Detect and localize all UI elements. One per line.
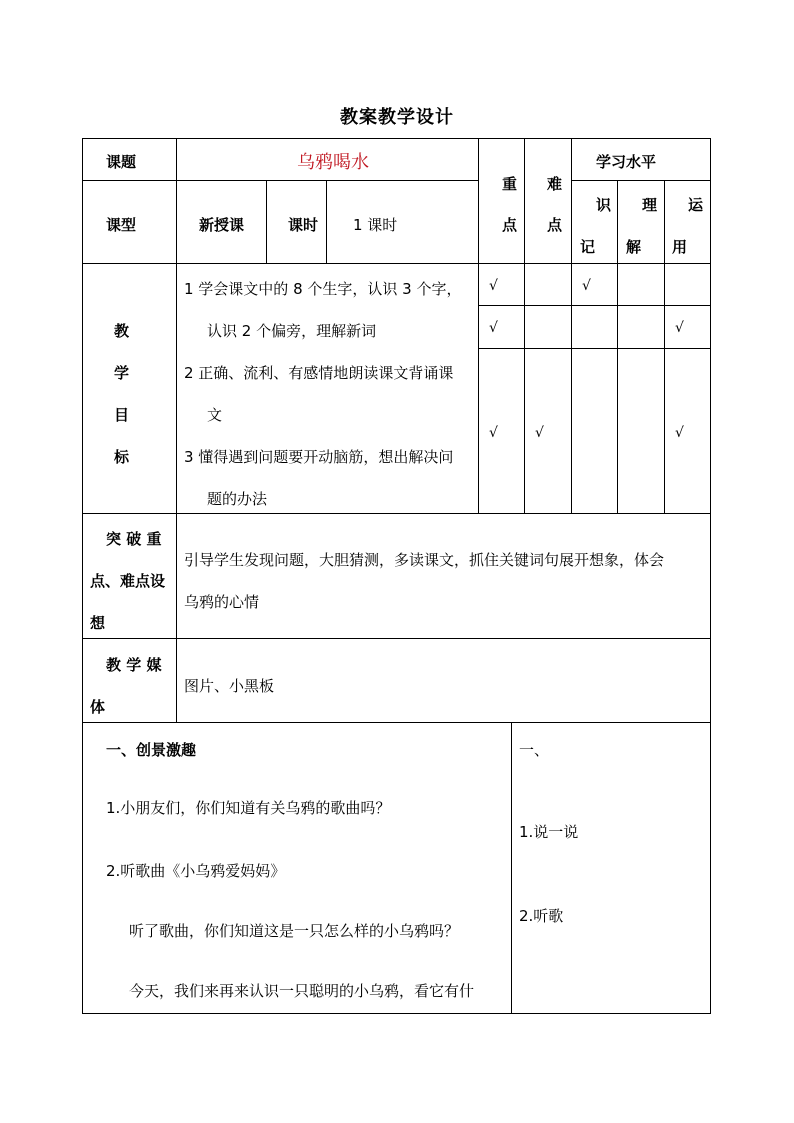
difficult-point-header-2: 点 bbox=[547, 216, 563, 234]
level-memorize-2: 记 bbox=[580, 238, 596, 256]
process-line: 2.听歌曲《小乌鸦爱妈妈》 bbox=[106, 862, 286, 880]
process-line: 听了歌曲，你们知道这是一只怎么样的小乌鸦吗？ bbox=[129, 922, 460, 940]
key-point-header-1: 重 bbox=[502, 175, 518, 193]
goal-label-3: 目 bbox=[114, 406, 130, 424]
level-understand-1: 理 bbox=[642, 196, 658, 214]
media-label-2: 体 bbox=[90, 698, 106, 716]
level-apply-1: 运 bbox=[688, 196, 704, 214]
media-label-1: 教 学 媒 bbox=[106, 656, 162, 674]
difficult-point-header-1: 难 bbox=[547, 175, 563, 193]
goal-line: 题的办法 bbox=[207, 490, 268, 508]
check-mark: √ bbox=[489, 425, 498, 441]
breakthrough-label-2: 点、难点设 bbox=[90, 572, 166, 590]
breakthrough-text-1: 引导学生发现问题，大胆猜测，多读课文，抓住关键词句展开想象，体会 bbox=[184, 551, 665, 569]
goal-line: 3 懂得遇到问题要开动脑筋，想出解决问 bbox=[184, 448, 454, 466]
topic-value: 乌鸦喝水 bbox=[297, 152, 369, 173]
goal-line: 1 学会课文中的 8 个生字，认识 3 个字， bbox=[184, 280, 462, 298]
level-understand-2: 解 bbox=[626, 238, 642, 256]
goal-label-1: 教 bbox=[114, 322, 130, 340]
level-memorize-1: 识 bbox=[596, 196, 612, 214]
key-point-header-2: 点 bbox=[502, 216, 518, 234]
check-mark: √ bbox=[489, 320, 498, 336]
media-value: 图片、小黑板 bbox=[184, 677, 275, 695]
goal-line: 文 bbox=[207, 406, 223, 424]
topic-label: 课题 bbox=[106, 153, 137, 171]
goal-line: 认识 2 个偏旁，理解新词 bbox=[207, 322, 377, 340]
goal-line: 2 正确、流利、有感情地朗读课文背诵课 bbox=[184, 364, 454, 382]
check-mark: √ bbox=[489, 278, 498, 294]
learning-level-header: 学习水平 bbox=[596, 153, 657, 171]
hours-label: 课时 bbox=[288, 216, 319, 234]
check-mark: √ bbox=[675, 425, 684, 441]
check-mark: √ bbox=[675, 320, 684, 336]
breakthrough-label-1: 突 破 重 bbox=[106, 530, 162, 548]
breakthrough-text-2: 乌鸦的心情 bbox=[184, 593, 260, 611]
check-mark: √ bbox=[535, 425, 544, 441]
student-activity-line: 2.听歌 bbox=[519, 907, 564, 925]
document-title: 教案教学设计 bbox=[340, 107, 454, 128]
breakthrough-label-3: 想 bbox=[90, 614, 106, 632]
check-mark: √ bbox=[582, 278, 591, 294]
goal-label-2: 学 bbox=[114, 364, 130, 382]
process-line: 1.小朋友们，你们知道有关乌鸦的歌曲吗？ bbox=[106, 799, 391, 817]
type-label: 课型 bbox=[106, 216, 137, 234]
type-value: 新授课 bbox=[199, 216, 245, 234]
student-activity-line: 1.说一说 bbox=[519, 823, 579, 841]
process-line: 今天，我们来再来认识一只聪明的小乌鸦，看它有什 bbox=[129, 982, 475, 1000]
goal-label-4: 标 bbox=[114, 448, 130, 466]
level-apply-2: 用 bbox=[672, 238, 688, 256]
process-heading: 一、创景激趣 bbox=[106, 741, 197, 759]
hours-value: 1 课时 bbox=[353, 216, 398, 234]
student-activity-heading: 一、 bbox=[519, 741, 550, 759]
